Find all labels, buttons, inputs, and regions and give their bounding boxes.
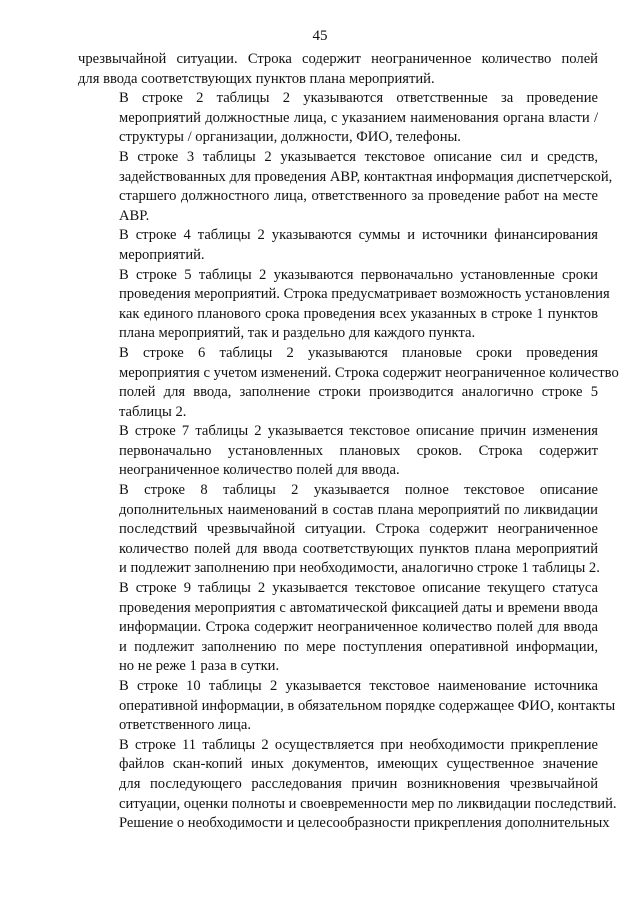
text-line: мероприятий. xyxy=(119,246,205,263)
paragraph xyxy=(78,89,598,148)
text-line: таблицы 2. xyxy=(119,403,187,420)
text-line: мероприятий должностные лица, с указанием наименования органа власти / xyxy=(119,109,598,126)
text-line: В строке 3 таблицы 2 указывается текстовое описание сил и средств, xyxy=(119,148,598,165)
page-number: 45 xyxy=(312,28,328,44)
text-line: дополнительных наименований в состав плана мероприятий по ликвидации xyxy=(119,501,598,518)
document-body xyxy=(78,50,619,834)
text-line: В строке 2 таблицы 2 указываются ответственные за проведение xyxy=(119,90,598,107)
text-line: задействованных для проведения АВР, контактная информация диспетчерской, xyxy=(119,168,613,185)
text-line: В строке 11 таблицы 2 осуществляется при необходимости прикрепление xyxy=(119,736,598,753)
text-line: В строке 4 таблицы 2 указываются суммы и источники финансирования xyxy=(119,227,598,244)
text-line: В строке 8 таблицы 2 указывается полное текстовое описание xyxy=(119,482,598,499)
text-line: плана мероприятий, так и раздельно для каждого пункта. xyxy=(119,325,476,342)
text-line: мероприятия с учетом изменений. Строка содержит неограниченное количество xyxy=(119,364,619,381)
text-line: первоначально установленных плановых сроков. Строка содержит xyxy=(119,442,598,459)
text-line: В строке 6 таблицы 2 указываются плановые сроки проведения xyxy=(119,344,598,361)
text-line: для последующего расследования причин возникновения чрезвычайной xyxy=(119,775,598,792)
text-line: В строке 10 таблицы 2 указывается текстовое наименование источника xyxy=(119,678,598,694)
paragraph xyxy=(78,677,616,736)
paragraph xyxy=(78,266,610,344)
paragraph xyxy=(78,579,598,677)
paragraph xyxy=(78,50,598,89)
text-line: ситуации, оценки полноты и своевременности мер по ликвидации последствий. xyxy=(119,795,617,812)
text-line: чрезвычайной ситуации. Строка содержит неограниченное количество полей xyxy=(78,51,598,67)
text-line: оперативной информации, в обязательном порядке содержащее ФИО, контакты xyxy=(119,697,616,714)
text-line: АВР. xyxy=(119,207,150,224)
text-line: проведения мероприятия с автоматической фиксацией даты и времени ввода xyxy=(119,599,598,616)
text-line: информации. Строка содержит неограниченное количество полей для ввода xyxy=(119,619,598,636)
paragraph xyxy=(78,481,598,579)
paragraph xyxy=(78,148,613,226)
text-line: но не реже 1 раза в сутки. xyxy=(119,658,280,675)
text-line: полей для ввода, заполнение строки производится аналогично строке 5 xyxy=(119,384,598,401)
text-line: В строке 5 таблицы 2 указываются первоначально установленные сроки xyxy=(119,266,598,283)
text-line: старшего должностного лица, ответственного за проведение работ на месте xyxy=(119,188,598,205)
text-line: В строке 9 таблицы 2 указывается текстовое описание текущего статуса xyxy=(119,580,598,597)
text-line: проведения мероприятий. Строка предусматривает возможность установления xyxy=(119,286,610,303)
text-line: и подлежит заполнению по мере поступления оперативной информации, xyxy=(119,638,598,655)
text-line: ответственного лица. xyxy=(119,717,251,734)
text-line: Решение о необходимости и целесообразности прикрепления дополнительных xyxy=(119,815,610,832)
paragraph xyxy=(78,226,598,265)
text-line: неограниченное количество полей для ввода. xyxy=(119,462,400,479)
text-line: как единого планового срока проведения всех указанных в строке 1 пунктов xyxy=(119,305,598,322)
text-line: количество полей для ввода соответствующих пунктов плана мероприятий xyxy=(119,540,598,557)
text-line: структуры / организации, должности, ФИО, телефоны. xyxy=(119,129,461,146)
paragraph xyxy=(78,422,598,481)
text-line: В строке 7 таблицы 2 указывается текстовое описание причин изменения xyxy=(119,423,598,440)
text-line: для ввода соответствующих пунктов плана мероприятий. xyxy=(78,70,435,87)
paragraph xyxy=(78,344,619,422)
text-line: и подлежит заполнению при необходимости, аналогично строке 1 таблицы 2. xyxy=(119,560,600,577)
paragraph xyxy=(78,736,617,834)
text-line: последствий чрезвычайной ситуации. Строка содержит неограниченное xyxy=(119,521,598,538)
text-line: файлов скан-копий иных документов, имеющих существенное значение xyxy=(119,756,598,773)
